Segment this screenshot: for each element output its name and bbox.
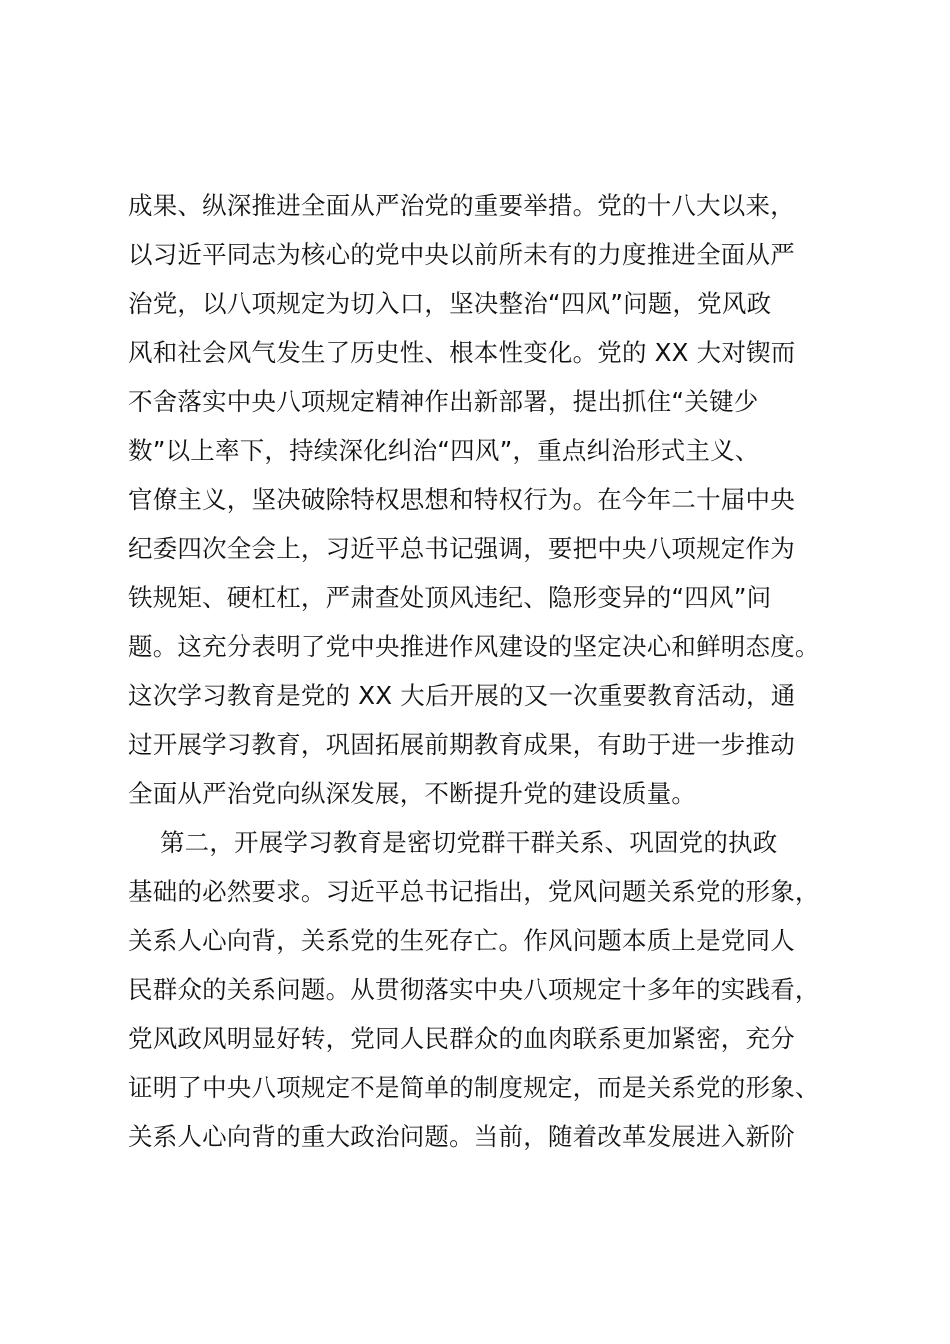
text-line: 关系人心向背的重大政治问题。当前，随着改革发展进入新阶: [128, 1122, 795, 1151]
text-line: 题。这充分表明了党中央推进作风建设的坚定决心和鲜明态度。: [128, 632, 820, 661]
text-line: 基础的必然要求。习近平总书记指出，党风问题关系党的形象，: [128, 877, 820, 906]
text-line: 官僚主义，坚决破除特权思想和特权行为。在今年二十届中央: [128, 485, 795, 514]
text-line: 过开展学习教育，巩固拓展前期教育成果，有助于进一步推动: [128, 730, 795, 759]
text-line: 证明了中央八项规定不是简单的制度规定，而是关系党的形象、: [128, 1073, 820, 1102]
text-line: 党风政风明显好转，党同人民群众的血肉联系更加紧密，充分: [128, 1024, 795, 1053]
text-line: 成果、纵深推进全面从严治党的重要举措。党的十八大以来，: [128, 191, 795, 220]
text-line: 数”以上率下，持续深化纠治“四风”，重点纠治形式主义、: [128, 436, 760, 465]
text-line: 风和社会风气发生了历史性、根本性变化。党的 XX 大对锲而: [128, 338, 796, 367]
text-line: 这次学习教育是党的 XX 大后开展的又一次重要教育活动，通: [128, 681, 796, 710]
paragraph-2-first-line: 第二，开展学习教育是密切党群干群关系、巩固党的执政: [128, 828, 778, 857]
text-line: 以习近平同志为核心的党中央以前所未有的力度推进全面从严: [128, 240, 795, 269]
text-line: 关系人心向背，关系党的生死存亡。作风问题本质上是党同人: [128, 926, 795, 955]
text-line: 民群众的关系问题。从贯彻落实中央八项规定十多年的实践看，: [128, 975, 820, 1004]
text-line: 全面从严治党向纵深发展，不断提升党的建设质量。: [128, 779, 697, 808]
text-line: 治党，以八项规定为切入口，坚决整治“四风”问题，党风政: [128, 289, 772, 318]
body-text: [128, 181, 888, 1161]
text-line: 纪委四次全会上，习近平总书记强调，要把中央八项规定作为: [128, 534, 795, 563]
text-line: 铁规矩、硬杠杠，严肃查处顶风违纪、隐形变异的“四风”问: [128, 583, 772, 612]
text-line: 不舍落实中央八项规定精神作出新部署，提出抓住“关键少: [128, 387, 759, 416]
